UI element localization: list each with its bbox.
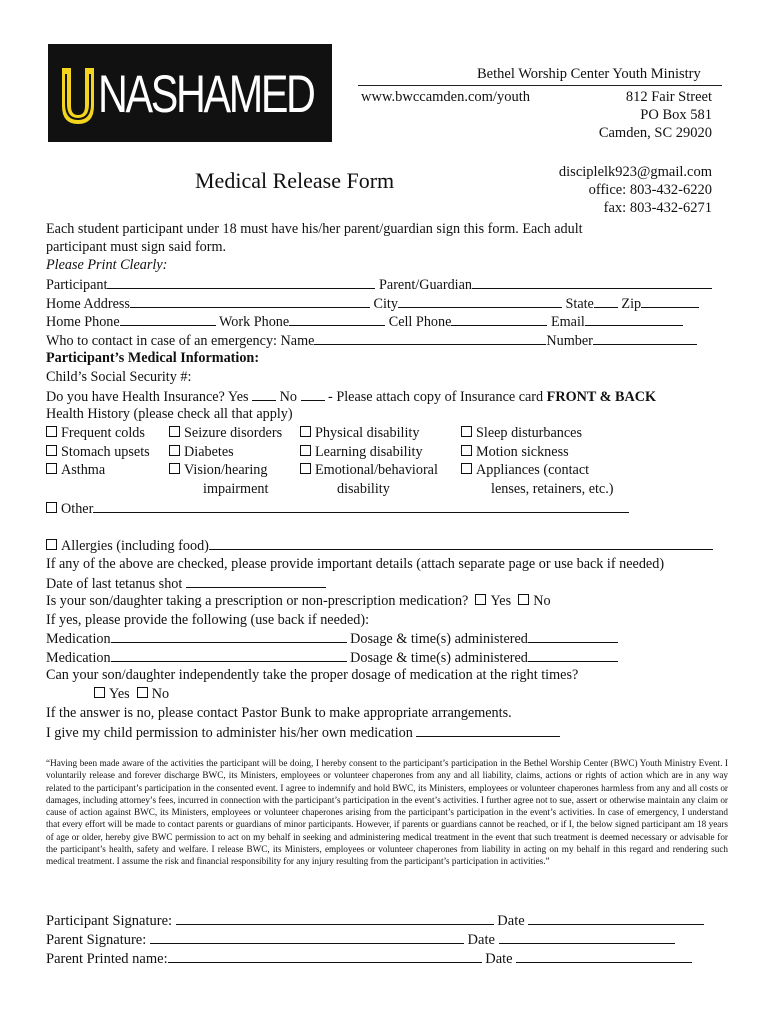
- dosage-field-1[interactable]: [528, 629, 618, 643]
- medication-question: Is your son/daughter taking a prescription or non-prescription medication? Yes No: [46, 593, 551, 609]
- city-state-zip: Camden, SC 29020: [598, 125, 712, 141]
- other-field[interactable]: [93, 499, 629, 513]
- cell-phone-label: Cell Phone: [388, 314, 452, 330]
- header-divider: [358, 85, 722, 86]
- insurance-question: Do you have Health Insurance? Yes: [46, 389, 249, 405]
- cond-learning[interactable]: Learning disability: [300, 443, 423, 461]
- checkbox[interactable]: [46, 539, 57, 550]
- insurance-yes-field[interactable]: [252, 387, 276, 401]
- checkbox[interactable]: [300, 445, 311, 456]
- checkbox[interactable]: [300, 463, 311, 474]
- participant-field[interactable]: [107, 275, 375, 289]
- home-phone-field[interactable]: [120, 312, 216, 326]
- medication-row-2: Medication Dosage & time(s) administered: [46, 648, 618, 667]
- tetanus-row: Date of last tetanus shot: [46, 574, 326, 593]
- parent-printed-field[interactable]: [168, 949, 482, 963]
- state-field[interactable]: [594, 294, 618, 308]
- insurance-attach-text: - Please attach copy of Insurance card: [328, 389, 544, 405]
- dosage-field-2[interactable]: [528, 648, 618, 662]
- participant-signature-row: Participant Signature: Date: [46, 911, 704, 930]
- insurance-no-label: No: [279, 389, 297, 405]
- fax-number: fax: 803-432-6271: [603, 200, 712, 216]
- cond-appliances[interactable]: Appliances (contact: [461, 461, 589, 479]
- org-name: Bethel Worship Center Youth Ministry: [477, 66, 701, 82]
- checkbox[interactable]: [46, 445, 57, 456]
- independent-yes-checkbox[interactable]: [94, 687, 105, 698]
- checkbox[interactable]: [461, 445, 472, 456]
- cond-sleep[interactable]: Sleep disturbances: [461, 424, 582, 442]
- cond-appliances-cont: lenses, retainers, etc.): [491, 481, 614, 497]
- checkbox[interactable]: [46, 426, 57, 437]
- independent-options: Yes No: [94, 685, 169, 703]
- work-phone-label: Work Phone: [219, 314, 290, 330]
- home-address-label: Home Address: [46, 296, 130, 312]
- if-yes-text: If yes, please provide the following (use back if needed):: [46, 612, 370, 628]
- email-field[interactable]: [585, 312, 683, 326]
- allergies-field[interactable]: [209, 536, 713, 550]
- printed-date-field[interactable]: [516, 949, 692, 963]
- city-field[interactable]: [398, 294, 562, 308]
- medication-field-1[interactable]: [111, 629, 347, 643]
- checkbox[interactable]: [461, 463, 472, 474]
- home-phone-label: Home Phone: [46, 314, 120, 330]
- home-address-field[interactable]: [130, 294, 370, 308]
- medication-no-checkbox[interactable]: [518, 594, 529, 605]
- parent-guardian-label: Parent/Guardian: [379, 277, 472, 293]
- insurance-no-field[interactable]: [301, 387, 325, 401]
- parent-printed-row: Parent Printed name: Date: [46, 949, 692, 968]
- intro-line-1: Each student participant under 18 must have his/her parent/guardian sign this form. Each adult: [46, 221, 583, 237]
- parent-guardian-field[interactable]: [472, 275, 712, 289]
- insurance-row: [46, 387, 656, 406]
- number-label: Number: [546, 333, 593, 349]
- state-label: State: [565, 296, 594, 312]
- phone-row: [46, 312, 683, 331]
- parent-signature-row: Parent Signature: Date: [46, 930, 675, 949]
- email-address: disciplelk923@gmail.com: [558, 164, 712, 180]
- checkbox[interactable]: [46, 502, 57, 513]
- independent-no-checkbox[interactable]: [137, 687, 148, 698]
- cond-asthma[interactable]: Asthma: [46, 461, 105, 479]
- unashamed-logo: [48, 44, 332, 142]
- if-no-text: If the answer is no, please contact Pastor Bunk to make appropriate arrangements.: [46, 705, 512, 721]
- checkbox[interactable]: [461, 426, 472, 437]
- parent-signature-field[interactable]: [150, 930, 464, 944]
- print-clearly: Please Print Clearly:: [46, 257, 168, 273]
- street-address: 812 Fair Street: [625, 89, 712, 105]
- medication-row-1: Medication Dosage & time(s) administered: [46, 629, 618, 648]
- medication-field-2[interactable]: [111, 648, 347, 662]
- checkbox[interactable]: [169, 445, 180, 456]
- email-label: Email: [550, 314, 585, 330]
- checkbox[interactable]: [169, 463, 180, 474]
- work-phone-field[interactable]: [289, 312, 385, 326]
- checkbox[interactable]: [46, 463, 57, 474]
- front-back-text: FRONT & BACK: [546, 389, 656, 405]
- cond-diabetes[interactable]: Diabetes: [169, 443, 234, 461]
- checkbox[interactable]: [169, 426, 180, 437]
- cond-vision-cont: impairment: [203, 481, 269, 497]
- cond-motion[interactable]: Motion sickness: [461, 443, 569, 461]
- cond-frequent-colds[interactable]: Frequent colds: [46, 424, 145, 442]
- ssn-label: Child’s Social Security #:: [46, 369, 192, 385]
- cell-phone-field[interactable]: [451, 312, 547, 326]
- cond-vision[interactable]: Vision/hearing: [169, 461, 267, 479]
- cond-other[interactable]: Other: [46, 499, 629, 518]
- intro-line-2: participant must sign said form.: [46, 239, 227, 255]
- zip-field[interactable]: [641, 294, 699, 308]
- emergency-label: Who to contact in case of an emergency: Name: [46, 333, 315, 349]
- medical-heading: Participant’s Medical Information:: [46, 350, 260, 366]
- if-checked-text: If any of the above are checked, please provide important details (attach separate page or use back if needed): [46, 556, 665, 572]
- office-phone: office: 803-432-6220: [588, 182, 712, 198]
- logo-text: NASHAMED: [98, 65, 314, 124]
- cond-emotional-cont: disability: [337, 481, 390, 497]
- allergies-row[interactable]: Allergies (including food): [46, 536, 713, 555]
- participant-signature-field[interactable]: [176, 911, 494, 925]
- legal-release-text: “Having been made aware of the activities the participant will be doing, I hereby consent to the participant’s participation in the Bethel Worship Center (BWC) Youth Ministry Event. I voluntarily release and forever discharge BWC, its Ministers, employees or volunteer chaperones from any and all liability, claims, actions or rights of action which are in any way related to the participant’s participation in the consented event. I agree to indemnify and hold BWC, its Ministers, employees or volunteer chaperones harmless from any and all costs or damages, including attorney’s fees, incurred in connection with the participant’s participation in the event’s activities. I further agree not to sue, assert or otherwise maintain any claim or cause of action against BWC, its Ministers, employees or volunteer chaperones arising from the participant’s participation in the event’s activities. In case of emergency, I understand that every effort will be made to contact parents or guardians of minor participants. However, if parents or guardians cannot be reached, or if I, the below signed participant am 18 years of age or older, hereby give BWC permission to act on my behalf in seeking and administering medical treatment in the event that such treatment is deemed necessary or advisable for the participant’s health, safety and welfare. I release BWC, its Ministers, employees or volunteer chaperones from liability in acting on my behalf in this regard and rendering such medical treatment. I assume the risk and financial responsibility for any injury resulting from the participant’s participation in activities.”: [46, 758, 728, 867]
- permission-row: I give my child permission to administer his/her own medication: [46, 723, 560, 742]
- health-history-label: Health History (please check all that apply): [46, 406, 293, 422]
- checkbox[interactable]: [300, 426, 311, 437]
- independent-question: Can your son/daughter independently take the proper dosage of medication at the right times?: [46, 667, 579, 683]
- permission-field[interactable]: [416, 723, 560, 737]
- address-row: [46, 294, 699, 313]
- cond-physical[interactable]: Physical disability: [300, 424, 419, 442]
- cond-emotional[interactable]: Emotional/behavioral: [300, 461, 438, 479]
- emergency-number-field[interactable]: [593, 331, 697, 345]
- participant-date-field[interactable]: [528, 911, 704, 925]
- tetanus-field[interactable]: [186, 574, 326, 588]
- participant-label: Participant: [46, 277, 108, 293]
- emergency-name-field[interactable]: [314, 331, 546, 345]
- city-label: City: [373, 296, 398, 312]
- po-box: PO Box 581: [640, 107, 712, 123]
- medication-yes-checkbox[interactable]: [475, 594, 486, 605]
- cond-seizure[interactable]: Seizure disorders: [169, 424, 282, 442]
- cond-stomach[interactable]: Stomach upsets: [46, 443, 150, 461]
- zip-label: Zip: [621, 296, 642, 312]
- form-title: Medical Release Form: [195, 168, 395, 193]
- parent-date-field[interactable]: [499, 930, 675, 944]
- website: www.bwccamden.com/youth: [361, 89, 530, 105]
- participant-row: [46, 275, 712, 294]
- emergency-row: [46, 331, 697, 350]
